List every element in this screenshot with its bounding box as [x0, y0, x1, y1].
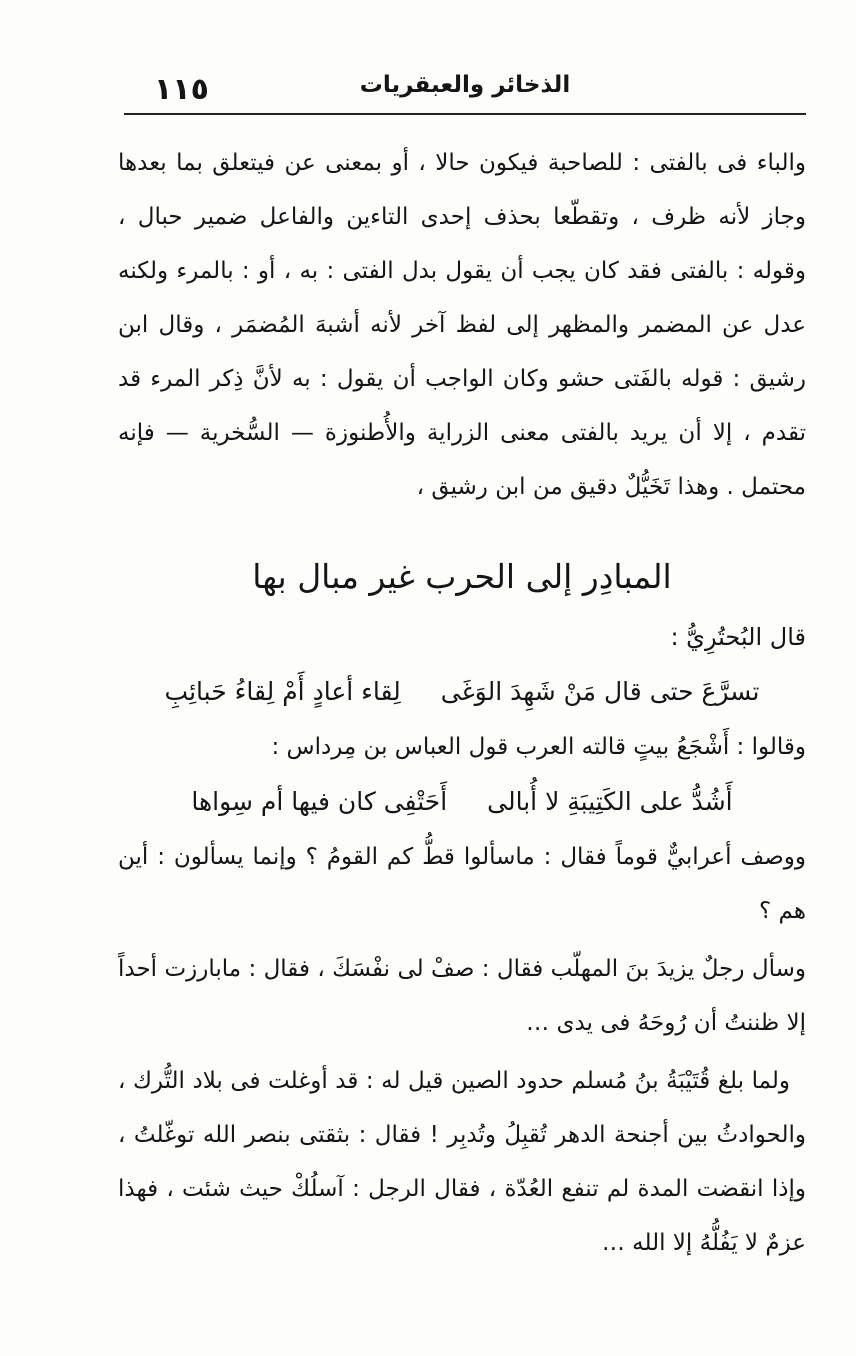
- qutayba-paragraph: ولما بلغ قُتَيْبَةُ بنُ مُسلم حدود الصين قيل له : قد أوغلت فى بلاد التُّرك ، والحوادثُ بين أجنحة الدهر تُقبِلُ وتُدبِر ! فقال : بثقتى بنصر الله توغّلتُ ، وإذا انقضت المدة لم تنفع العُدّة ، فقال الرجل : آسلُكْ حيث شئت ، فهذا عزمٌ لا يَفُلُّهُ إلا الله …: [118, 1068, 806, 1256]
- poet-attribution: قال البُحتُرِيُّ :: [670, 623, 806, 651]
- page-header: [124, 58, 806, 114]
- verse-2-second-hemistich: أَحَتْفِى كان فيها أم سِواها: [191, 787, 448, 816]
- bedouin-paragraph: ووصف أعرابيٌّ قوماً فقال : ماسألوا قطُّ كم القومُ ؟ وإنما يسألون : أين هم ؟: [118, 844, 806, 924]
- verse-line-1: [118, 664, 806, 720]
- page-number: ١١٥: [154, 72, 209, 107]
- verse-line-2: [118, 774, 806, 830]
- yazid-paragraph: وسأل رجلٌ يزيدَ بنَ المهلّب فقال : صفْ لى نفْسَكَ ، فقال : مابارزت أحداً إلا ظننتُ أن رُوحَهُ فى يدى …: [118, 956, 806, 1036]
- page-body: [118, 136, 806, 1270]
- commentary-paragraph: والباء فى بالفتى : للصاحبة فيكون حالا ، أو بمعنى عن فيتعلق بما بعدها وجاز لأنه ظرف ، وتقطّعا بحذف إحدى التاءين والفاعل ضمير حبال ، وقوله : بالفتى فقد كان يجب أن يقول بدل الفتى : به ، أو : بالمرء ولكنه عدل عن المضمر والمظهر إلى لفظ آخر لأنه أشبهَ المُضمَر ، وقال ابن رشيق : قوله بالفَتى حشو وكان الواجب أن يقول : به لأنَّ ذِكر المرء قد تقدم ، إلا أن يريد بالفتى معنى الزراية والأُطنوزة — السُّخرية — فإنه محتمل . وهذا تَخَيُّلٌ دقيق من ابن رشيق ،: [118, 150, 806, 500]
- verse-1-first-hemistich: تسرَّعَ حتى قال مَنْ شَهِدَ الوَغَى: [440, 677, 760, 706]
- verse-1-second-hemistich: لِقاء أعادٍ أَمْ لِقاءُ حَبائِبِ: [164, 677, 401, 706]
- section-heading: المبادِر إلى الحرب غير مبال بها: [252, 557, 672, 596]
- running-title: الذخائر والعبقريات: [359, 72, 571, 98]
- verse-2-first-hemistich: أَشُدُّ على الكَتِيبَةِ لا أُبالى: [487, 787, 733, 816]
- header-divider: [124, 113, 806, 115]
- bravest-verse-intro: وقالوا : أَشْجَعُ بيتٍ قالته العرب قول العباس بن مِرداس :: [271, 734, 806, 760]
